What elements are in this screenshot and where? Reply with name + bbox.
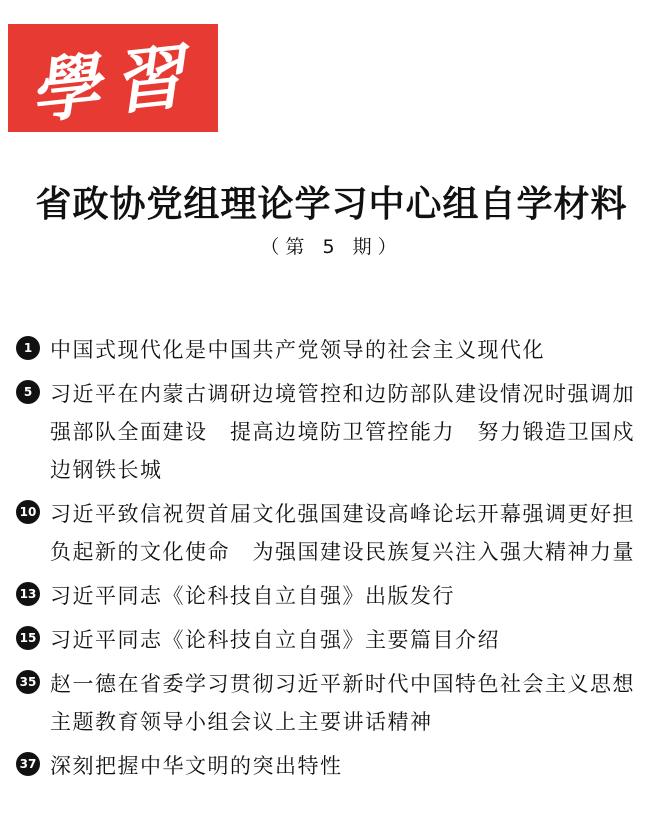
page-title: 省政协党组理论学习中心组自学材料 — [35, 184, 628, 225]
page-number-badge: 5 — [16, 380, 40, 404]
page-number-badge: 15 — [16, 626, 40, 650]
issue-number: （第 5 期） — [260, 236, 403, 258]
toc-item-title: 中国式现代化是中国共产党领导的社会主义现代化 — [50, 338, 545, 362]
toc-item[interactable] — [16, 331, 656, 369]
toc-item[interactable] — [16, 621, 656, 659]
xuexi-logo — [8, 24, 218, 132]
logo-text: 學習 — [25, 32, 202, 134]
toc-item-title: 习近平致信祝贺首届文化强国建设高峰论坛开幕强调更好担负起新的文化使命 为强国建设民族复兴注入强大精神力量 — [50, 502, 635, 564]
page-number-badge: 13 — [16, 582, 40, 606]
toc-item[interactable] — [16, 747, 656, 785]
toc-item[interactable] — [16, 375, 656, 489]
toc-item[interactable] — [16, 665, 656, 741]
toc-item-title: 习近平在内蒙古调研边境管控和边防部队建设情况时强调加强部队全面建设 提高边境防卫管控能力 努力锻造卫国戍边钢铁长城 — [50, 382, 635, 482]
page-number-badge: 37 — [16, 752, 40, 776]
toc-item-title: 习近平同志《论科技自立自强》主要篇目介绍 — [50, 628, 500, 652]
table-of-contents — [16, 331, 656, 791]
page-number-badge: 10 — [16, 500, 40, 524]
toc-item[interactable] — [16, 577, 656, 615]
toc-item-title: 深刻把握中华文明的突出特性 — [50, 754, 343, 778]
page-number-badge: 35 — [16, 670, 40, 694]
toc-item[interactable] — [16, 495, 656, 571]
toc-item-title: 习近平同志《论科技自立自强》出版发行 — [50, 584, 455, 608]
page-number-badge: 1 — [16, 336, 40, 360]
toc-item-title: 赵一德在省委学习贯彻习近平新时代中国特色社会主义思想主题教育领导小组会议上主要讲话精神 — [50, 672, 635, 734]
